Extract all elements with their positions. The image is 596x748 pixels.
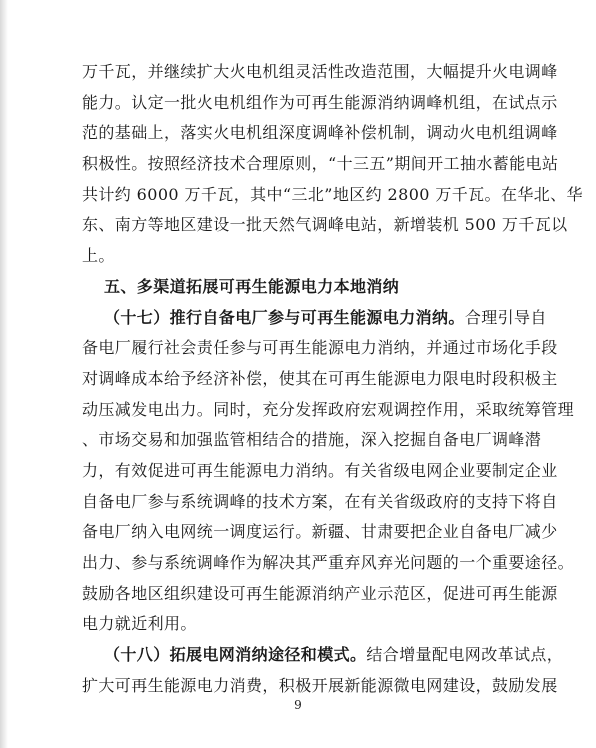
- text-line: 东、南方等地区建设一批天然气调峰电站，新增装机 500 万千瓦以: [82, 215, 568, 235]
- text-line: 鼓励各地区组织建设可再生能源消纳产业示范区，促进可再生能源: [82, 583, 558, 603]
- item-18-lead: （十八）拓展电网消纳途径和模式。: [104, 645, 367, 665]
- text-line: 备电厂履行社会责任参与可再生能源电力消纳，并通过市场化手段: [82, 338, 558, 358]
- page-number: 9: [294, 698, 302, 712]
- text-line: 扩大可再生能源电力消费，积极开展新能源微电网建设，鼓励发展: [82, 675, 558, 695]
- text-line: 积极性。按照经济技术合理原则，“十三五”期间开工抽水蓄能电站: [82, 154, 559, 174]
- text-line: 能力。认定一批火电机组作为可再生能源消纳调峰机组，在试点示: [82, 92, 558, 112]
- page-edge-shadow: [0, 0, 8, 748]
- text-line: 自备电厂参与系统调峰的技术方案，在有关省级政府的支持下将自: [82, 491, 558, 511]
- text-line: 上。: [82, 246, 115, 266]
- text-line: 力，有效促进可再生能源电力消纳。有关省级电网企业要制定企业: [82, 460, 558, 480]
- text-line: 万千瓦，并继续扩大火电机组灵活性改造范围，大幅提升火电调峰: [82, 62, 558, 81]
- text-line: 范的基础上，落实火电机组深度调峰补偿机制，调动火电机组调峰: [82, 123, 558, 143]
- text-line: 电力就近利用。: [82, 614, 197, 634]
- section-heading: 五、多渠道拓展可再生能源电力本地消纳: [104, 276, 400, 296]
- item-17-first-line: [82, 303, 547, 334]
- text-line: 、市场交易和加强监管相结合的措施，深入挖掘自备电厂调峰潜: [82, 430, 542, 450]
- document-body: [82, 57, 583, 701]
- item-17-first-rest: 合理引导自: [464, 307, 547, 327]
- text-line: 出力、参与系统调峰作为解决其严重弃风弃光问题的一个重要途径。: [82, 553, 575, 572]
- item-18-first-line: [82, 640, 564, 671]
- item-18-first-rest: 结合增量配电网改革试点，: [366, 645, 564, 665]
- item-17-lead: （十七）推行自备电厂参与可再生能源电力消纳。: [104, 307, 465, 327]
- text-line: 对调峰成本给予经济补偿，使其在可再生能源电力限电时段积极主: [82, 368, 558, 388]
- text-line: 动压减发电出力。同时，充分发挥政府宏观调控作用，采取统筹管理: [82, 399, 575, 419]
- text-line: 共计约 6000 万千瓦，其中“三北”地区约 2800 万千瓦。在华北、华: [82, 184, 583, 204]
- text-line: 备电厂纳入电网统一调度运行。新疆、甘肃要把企业自备电厂减少: [82, 522, 558, 542]
